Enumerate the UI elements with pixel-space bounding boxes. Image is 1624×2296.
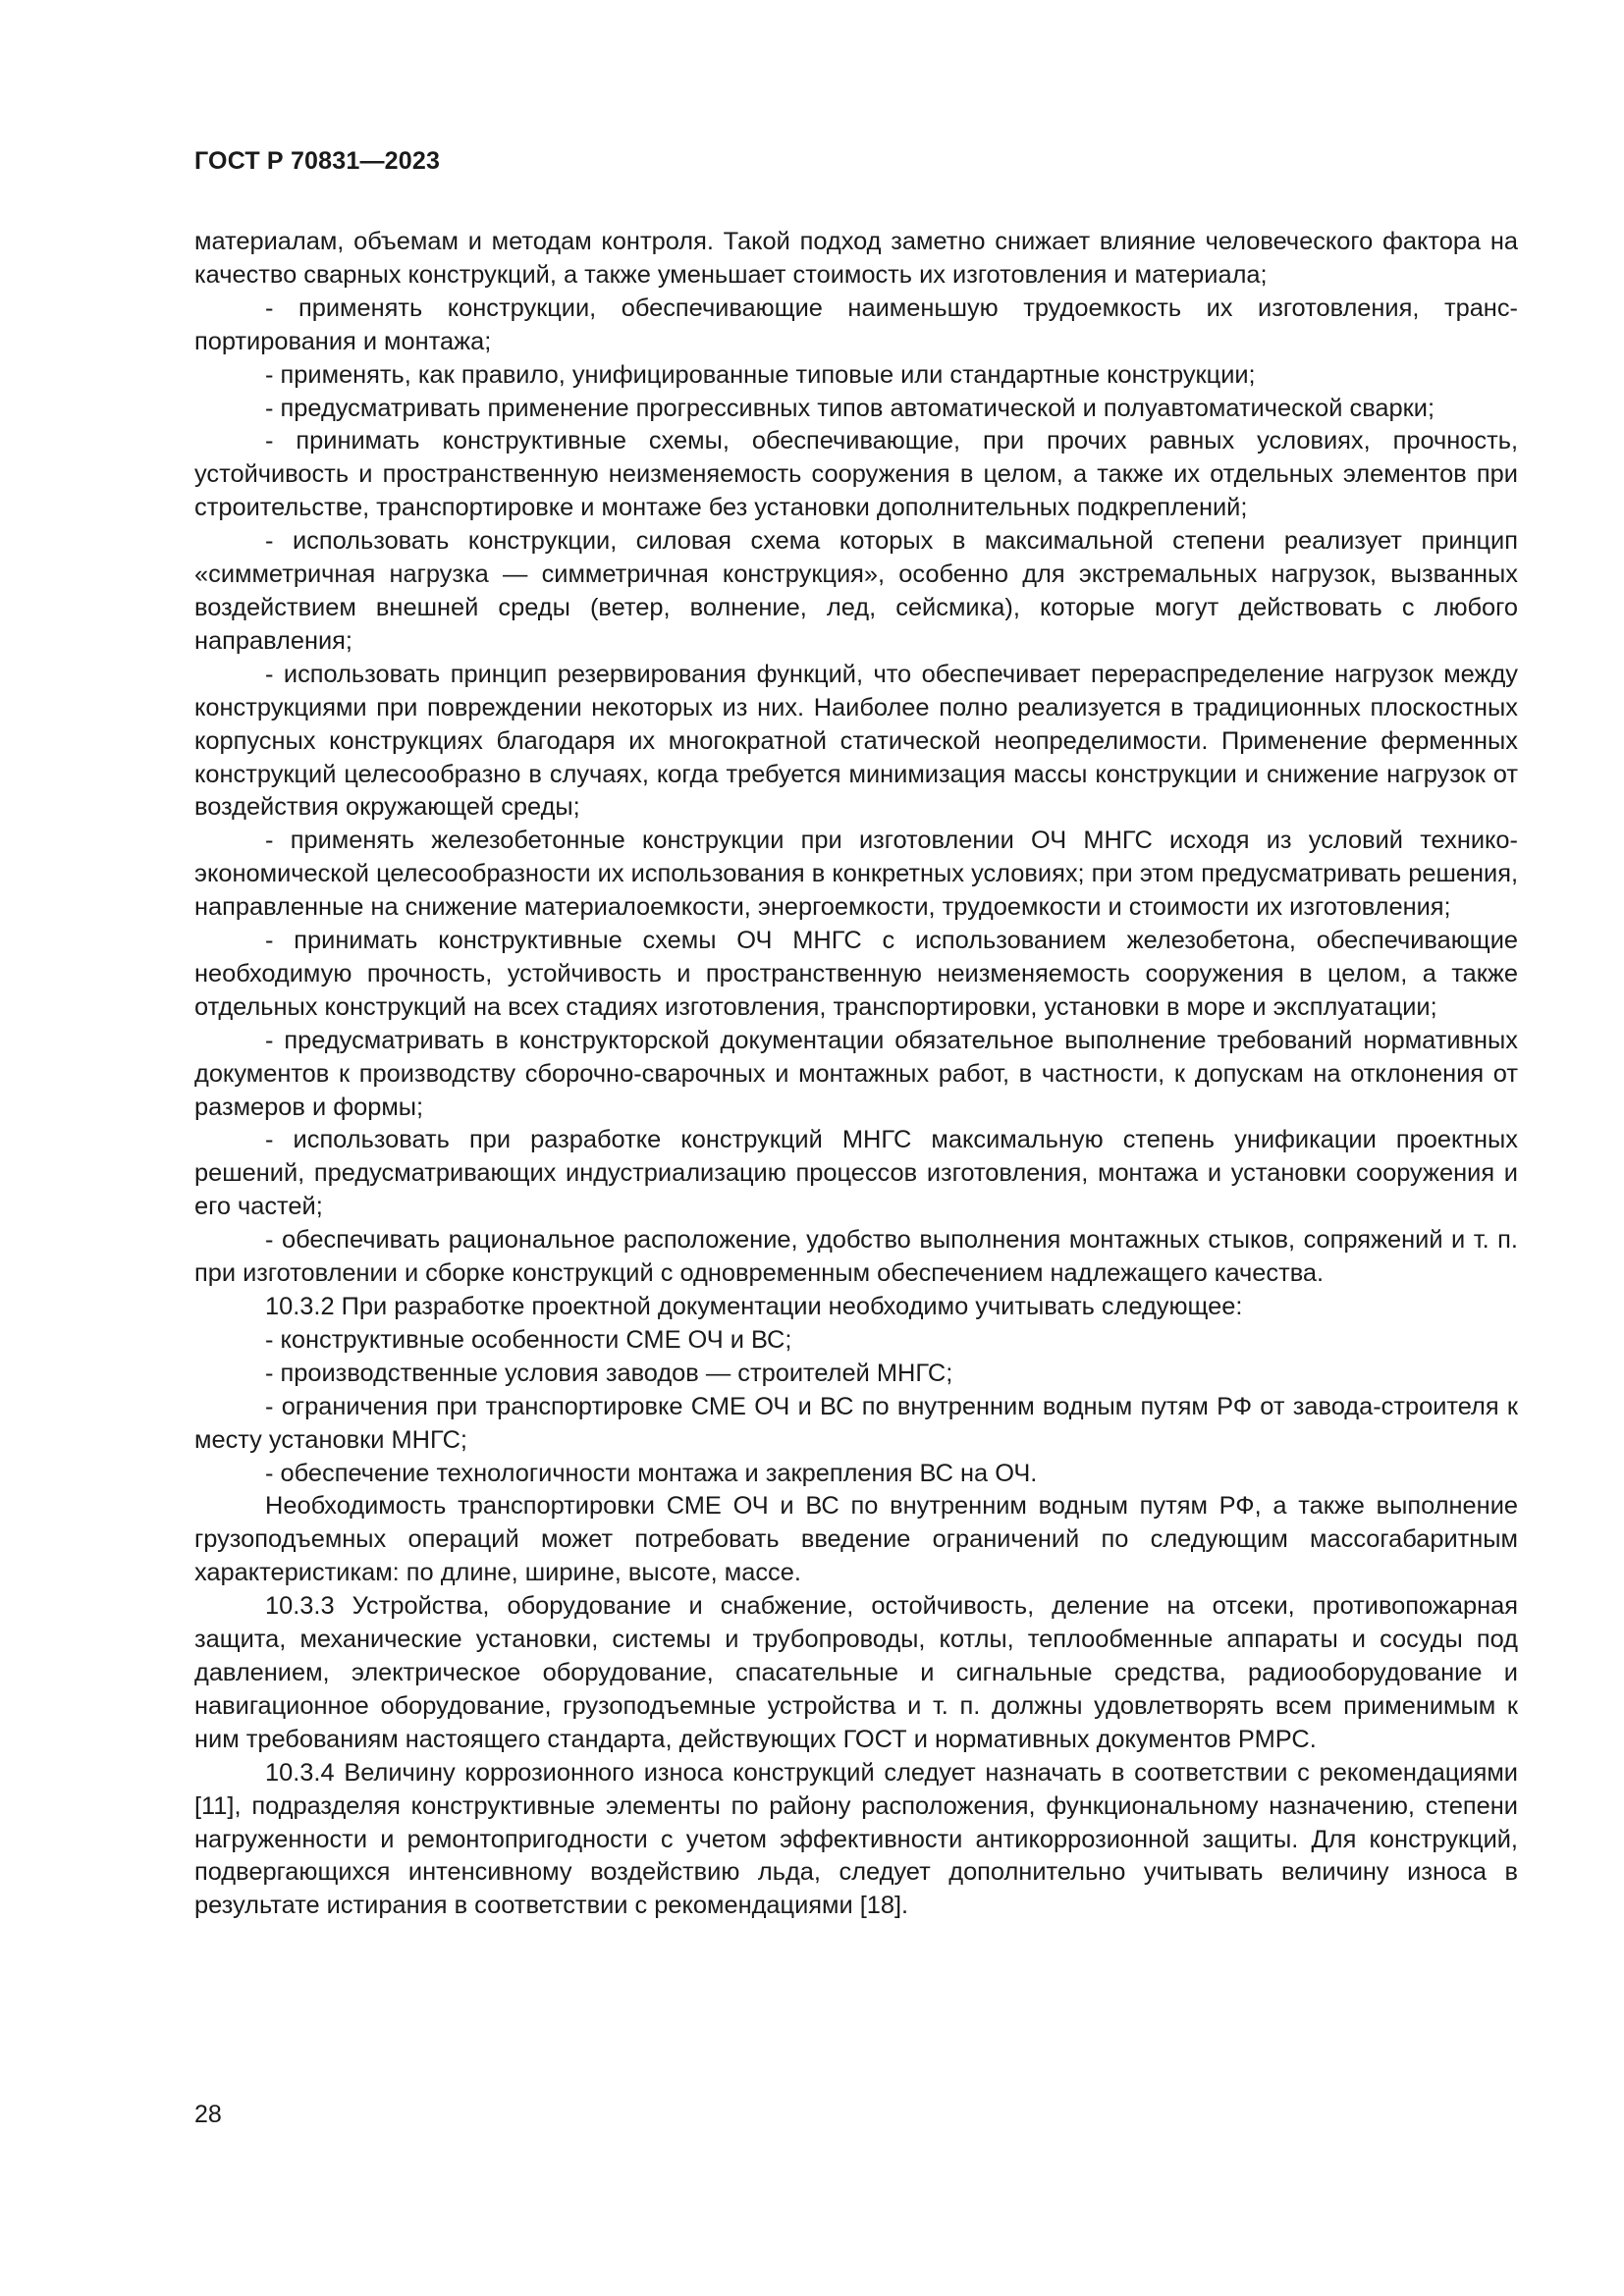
paragraph-continuation: материалам, объемам и методам контроля. Такой подход заметно снижает влияние человеческого фактора на качество сварных конструкций, а также уменьшает стоимость их изготовления и материала; [194, 228, 1518, 289]
list-item: - использовать при разработке конструкций МНГС максимальную степень унификации проектных решений, предусматривающих индустриализацию процессов изготовления, монтажа и установки сооружения и его частей; [194, 1126, 1518, 1221]
list-item: - использовать конструкции, силовая схема которых в максимальной степени реализует принцип «симметричная нагрузка — симметричная конструкция», особенно для экстремальных нагрузок, вызванных воздействием внешней среды (ветер, волнение, лед, сейсмика), которые могут действовать с любого направления; [194, 527, 1518, 655]
section-10-3-3: 10.3.3 Устройства, оборудование и снабжение, остойчивость, деление на отсеки, противопожарная защита, механические установки, системы и трубопроводы, котлы, теплообменные аппараты и сосуды под давлением, электрическое оборудование, спасательные и сигнальные средства, радиооборудование и навигационное оборудование, грузоподъемные устройства и т. п. должны удовлетворять всем применимым к ним требованиям настоящего стандарта, действующих ГОСТ и нормативных документов РМРС. [194, 1592, 1518, 1753]
list-item: - применять, как правило, унифицированные типовые или стандартные конструкции; [265, 360, 1256, 389]
list-item: - применять железобетонные конструкции при изготовлении ОЧ МНГС исходя из условий технико-экономической целесообразности их использования в конкретных условиях; при этом предусматривать решения, направленные на снижение материалоемкости, энергоемкости, трудоемкости и стоимости их изготовления; [194, 827, 1518, 922]
list-item: - предусматривать применение прогрессивных типов автоматической и полуавтоматической сварки; [265, 394, 1435, 422]
list-item: - обеспечение технологичности монтажа и закрепления ВС на ОЧ. [265, 1459, 1038, 1487]
list-item: - использовать принцип резервирования функций, что обеспечивает перераспределение нагрузок между конструкциями при повреждении некоторых из них. Наиболее полно реализуется в традиционных плоскостных корпусных конструкциях благодаря их многократной статической неопределимости. Применение ферменных конструкций целесообразно в случаях, когда требуется минимизация массы конструкции и снижение нагрузок от воздействия окружающей среды; [194, 660, 1518, 822]
list-item: - принимать конструктивные схемы ОЧ МНГС с использованием железобетона, обеспечивающие необходимую прочность, устойчивость и пространственную неизменяемость сооружения в целом, а также отдельных конструкций на всех стадиях изготовления, транспортировки, установки в море и эксплуатации; [194, 927, 1518, 1021]
list-item: - принимать конструктивные схемы, обеспечивающие, при прочих равных условиях, прочность, устойчивость и пространственную неизменяемость сооружения в целом, а также их отдельных элементов при строительстве, транспортировке и монтаже без установки дополнительных подкреплений; [194, 427, 1518, 522]
document-header: ГОСТ Р 70831—2023 [194, 147, 441, 175]
list-item: - обеспечивать рациональное расположение, удобство выполнения монтажных стыков, сопряжений и т. п. при изготовлении и сборке конструкций с одновременным обеспечением надлежащего качества. [194, 1226, 1518, 1288]
document-body [194, 226, 1518, 1923]
list-item: - производственные условия заводов — строителей МНГС; [265, 1359, 953, 1387]
list-item: - предусматривать в конструкторской документации обязательное выполнение требований нормативных документов к производству сборочно-сварочных и монтажных работ, в частности, к допускам на отклонения от размеров и формы; [194, 1026, 1518, 1121]
list-item: - конструктивные особенности СМЕ ОЧ и ВС; [265, 1325, 792, 1354]
list-item: - применять конструкции, обеспечивающие наименьшую трудоемкость их изготовления, транспортирования и монтажа; [194, 294, 1518, 355]
paragraph: Необходимость транспортировки СМЕ ОЧ и ВС по внутренним водным путям РФ, а также выполнение грузоподъемных операций может потребовать введение ограничений по следующим массогабаритным характеристикам: по длине, ширине, высоте, массе. [194, 1492, 1518, 1587]
list-item: - ограничения при транспортировке СМЕ ОЧ и ВС по внутренним водным путям РФ от завода-строителя к месту установки МНГС; [194, 1392, 1518, 1454]
section-10-3-2: 10.3.2 При разработке проектной документации необходимо учитывать следующее: [265, 1293, 1243, 1320]
section-10-3-4: 10.3.4 Величину коррозионного износа конструкций следует назначать в соответствии с рекомендациями [11], подразделяя конструктивные элементы по району расположения, функциональному назначению, степени нагруженности и ремонтопригодности с учетом эффективности антикоррозионной защиты. Для конструкций, подвергающихся интенсивному воздействию льда, следует дополнительно учитывать величину износа в результате истирания в соответствии с рекомендациями [18]. [194, 1758, 1518, 1920]
page-number: 28 [194, 2101, 222, 2128]
